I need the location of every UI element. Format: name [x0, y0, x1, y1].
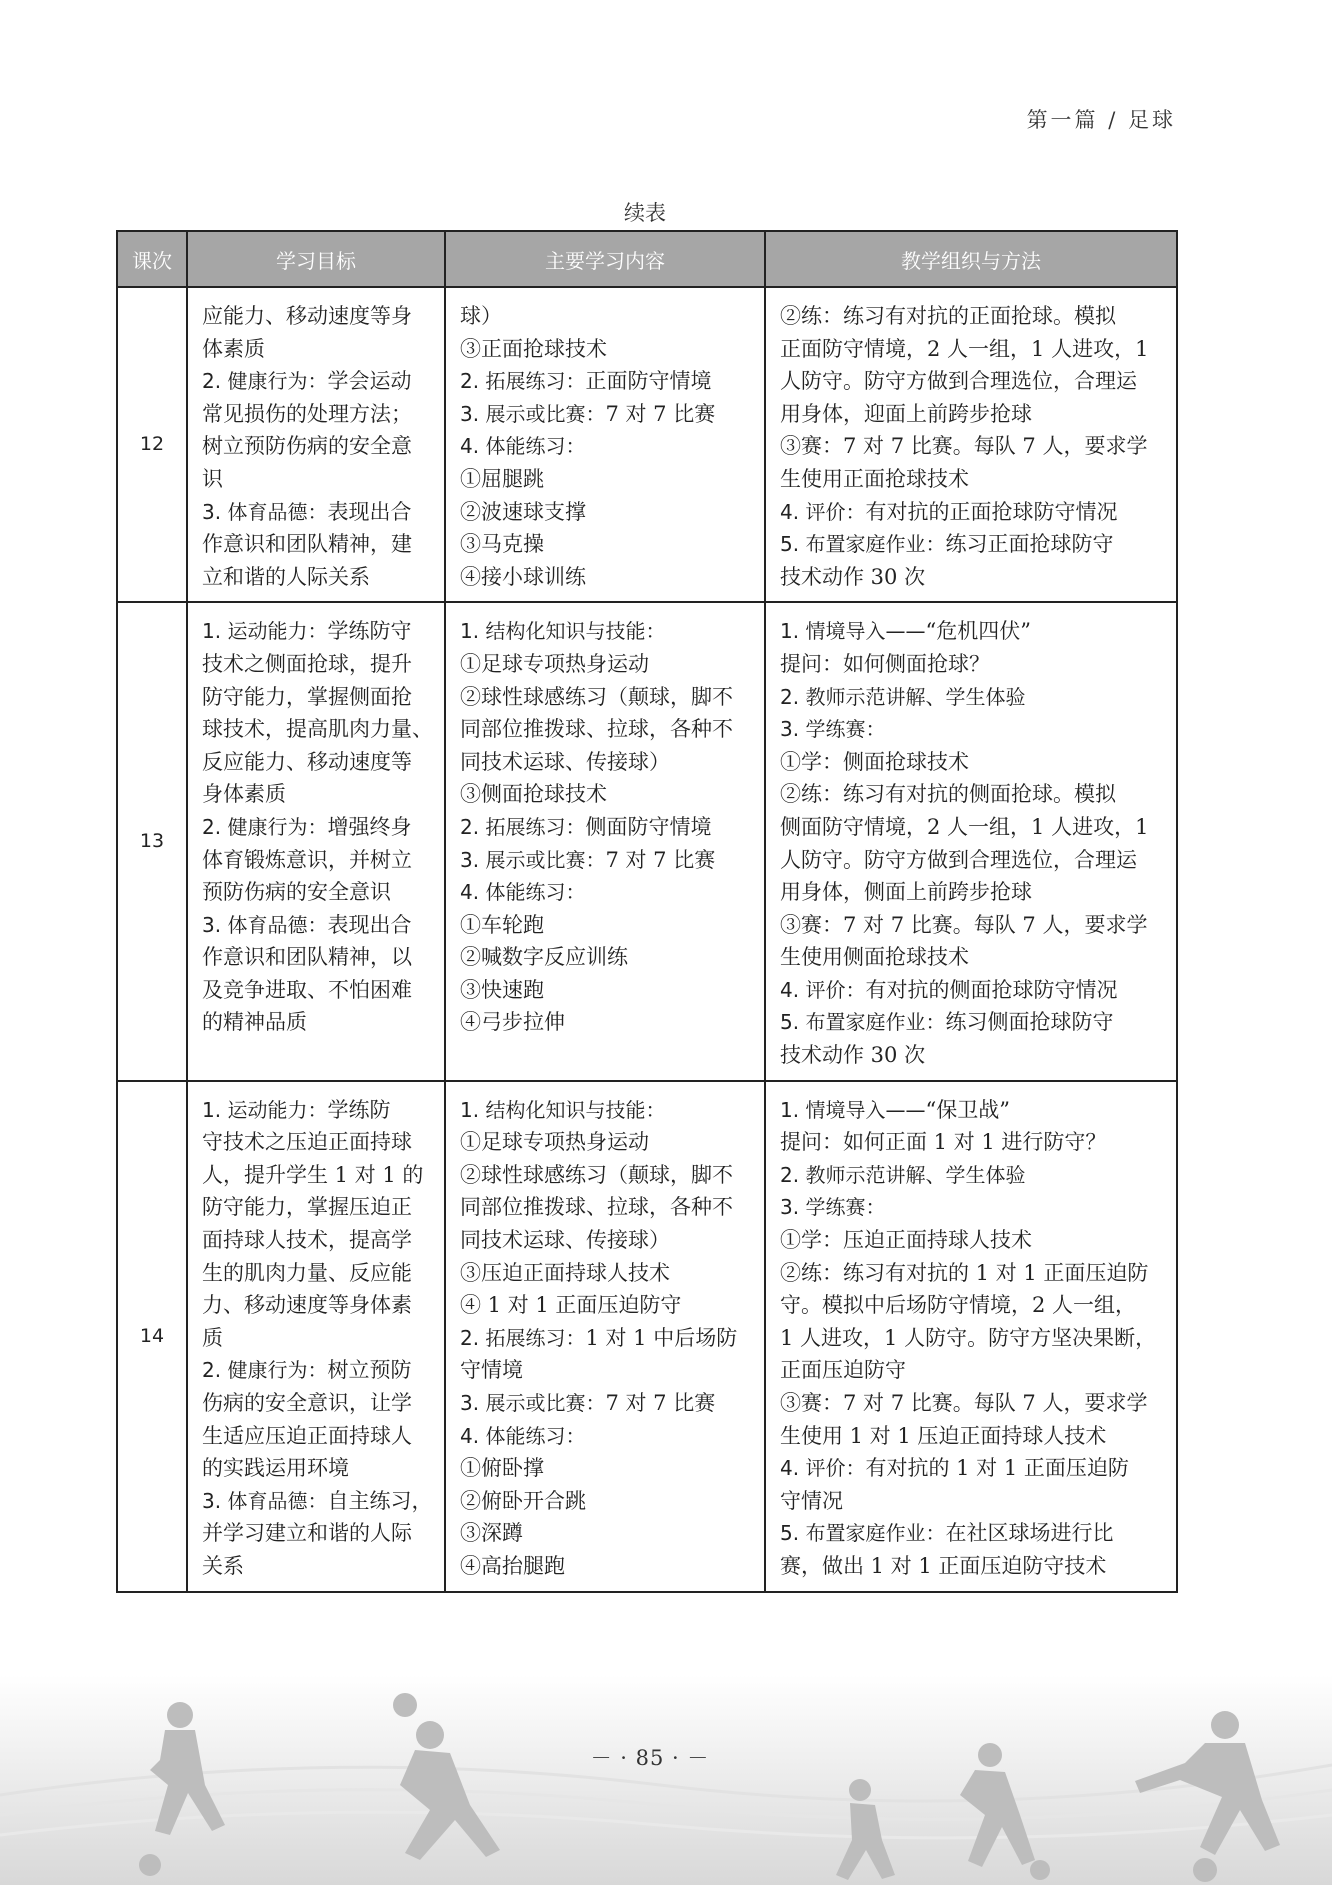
goals-line	[202, 561, 432, 594]
goals-line	[202, 1094, 432, 1127]
content-cell	[445, 602, 765, 1080]
content-line	[460, 463, 752, 496]
methods-line	[780, 1094, 1164, 1127]
goals-line	[202, 1387, 432, 1420]
item-label: 3. 体育品德：	[202, 499, 328, 524]
item-text: ③快速跑	[460, 977, 544, 1002]
item-text: 守情境	[460, 1358, 523, 1383]
goals-line	[202, 1224, 432, 1257]
content-line	[460, 746, 752, 779]
item-text: 质	[202, 1325, 223, 1350]
item-text: 人防守。防守方做到合理选位，合理运	[780, 847, 1137, 872]
item-text: ③侧面抢球技术	[460, 782, 607, 807]
content-line	[460, 974, 752, 1007]
item-text: 人防守。防守方做到合理选位，合理运	[780, 369, 1137, 394]
content-line	[460, 811, 752, 844]
item-text: 守技术之压迫正面持球	[202, 1130, 412, 1155]
content-line	[460, 528, 752, 561]
item-label: 3. 学练赛：	[780, 717, 886, 742]
methods-line	[780, 1485, 1164, 1518]
item-label: 4. 评价：	[780, 1456, 866, 1481]
content-line	[460, 941, 752, 974]
methods-cell	[765, 602, 1177, 1080]
item-text: ③赛：7 对 7 比赛。每队 7 人，要求学	[780, 1391, 1148, 1415]
methods-line	[780, 746, 1164, 779]
content-line	[460, 1550, 752, 1583]
methods-line	[780, 333, 1164, 366]
item-text: 应能力、移动速度等身	[202, 304, 412, 328]
item-label: 5. 布置家庭作业：	[780, 532, 946, 557]
table-caption: 续表	[624, 201, 666, 225]
item-label: 5. 布置家庭作业：	[780, 1521, 946, 1546]
item-text: 正面防守情境，2 人一组，1 人进攻，1	[780, 336, 1149, 361]
methods-cell	[765, 287, 1177, 602]
item-label: 3. 展示或比赛：	[460, 1391, 606, 1415]
goals-line	[202, 1322, 432, 1355]
lesson-number: 14	[117, 1081, 187, 1592]
goals-line	[202, 941, 432, 974]
item-text: 侧面防守情境	[585, 814, 712, 839]
methods-line	[780, 1159, 1164, 1192]
methods-line	[780, 430, 1164, 463]
item-text: 有对抗的 1 对 1 正面压迫防	[865, 1456, 1129, 1481]
item-text: 体育锻炼意识，并树立	[202, 847, 412, 872]
item-text: 及竞争进取、不怕困难	[202, 977, 412, 1002]
methods-line	[780, 1257, 1164, 1290]
item-text: 伤病的安全意识，让学	[202, 1391, 412, 1415]
goals-line	[202, 1289, 432, 1322]
item-text: ②波速球支撑	[460, 499, 586, 524]
content-line	[460, 909, 752, 942]
goals-line	[202, 398, 432, 431]
item-text: ④接小球训练	[460, 564, 586, 589]
goals-line	[202, 876, 432, 909]
item-text: 立和谐的人际关系	[202, 564, 370, 589]
content-line	[460, 365, 752, 398]
item-text: 技术之侧面抢球，提升	[202, 651, 412, 676]
lesson-number: 12	[117, 287, 187, 602]
content-line	[460, 778, 752, 811]
content-line	[460, 1126, 752, 1159]
content-line	[460, 1257, 752, 1290]
methods-line	[780, 876, 1164, 909]
item-text: ④弓步拉伸	[460, 1010, 565, 1035]
methods-line	[780, 561, 1164, 594]
content-line	[460, 713, 752, 746]
item-label: 4. 评价：	[780, 499, 866, 524]
methods-line	[780, 1452, 1164, 1485]
methods-line	[780, 1289, 1164, 1322]
goals-cell	[187, 1081, 445, 1592]
content-line	[460, 1094, 752, 1127]
item-text: 学会运动	[327, 369, 412, 394]
item-text: 防守能力，掌握压迫正	[202, 1195, 412, 1220]
lesson-number: 13	[117, 602, 187, 1080]
item-text: 面持球人技术，提高学	[202, 1228, 412, 1253]
goals-line	[202, 778, 432, 811]
goals-line	[202, 713, 432, 746]
goals-line	[202, 1126, 432, 1159]
methods-line	[780, 1517, 1164, 1550]
goals-line	[202, 496, 432, 529]
item-text: ②练：练习有对抗的侧面抢球。模拟	[780, 782, 1116, 807]
item-text: ②俯卧开合跳	[460, 1488, 586, 1513]
item-text: ③赛：7 对 7 比赛。每队 7 人，要求学	[780, 912, 1148, 937]
content-line	[460, 648, 752, 681]
item-label: 2. 健康行为：	[202, 1358, 328, 1383]
item-text: 的精神品质	[202, 1010, 307, 1035]
goals-cell	[187, 287, 445, 602]
item-label: 2. 健康行为：	[202, 814, 328, 839]
item-text: ④高抬腿跑	[460, 1553, 565, 1578]
item-text: 生使用 1 对 1 压迫正面持球人技术	[780, 1423, 1107, 1448]
methods-line	[780, 300, 1164, 333]
item-text: 1 对 1 中后场防	[585, 1325, 738, 1350]
item-label: 2. 拓展练习：	[460, 1325, 586, 1350]
goals-line	[202, 681, 432, 714]
content-cell	[445, 287, 765, 602]
goals-line	[202, 746, 432, 779]
item-label: 1. 结构化知识与技能：	[460, 619, 666, 644]
methods-line	[780, 398, 1164, 431]
methods-line	[780, 1006, 1164, 1039]
table-header-row	[117, 231, 1177, 287]
item-text: 生的肌肉力量、反应能	[202, 1260, 412, 1285]
col-header-goals: 学习目标	[187, 231, 445, 287]
item-text: 的实践运用环境	[202, 1456, 349, 1481]
item-text: 用身体，侧面上前跨步抢球	[780, 880, 1032, 905]
item-label: 1. 运动能力：	[202, 1097, 328, 1122]
item-text: 作意识和团队精神，以	[202, 945, 412, 970]
item-label: 2. 健康行为：	[202, 369, 328, 394]
item-text: ②练：练习有对抗的正面抢球。模拟	[780, 304, 1116, 328]
goals-line	[202, 1191, 432, 1224]
goals-line	[202, 615, 432, 648]
item-text: ①足球专项热身运动	[460, 651, 649, 676]
goals-line	[202, 648, 432, 681]
item-label: 4. 体能练习：	[460, 434, 586, 459]
table-row	[117, 287, 1177, 602]
methods-line	[780, 463, 1164, 496]
page-number: － · 85 · －	[590, 1746, 710, 1770]
methods-line	[780, 909, 1164, 942]
content-line	[460, 1485, 752, 1518]
col-header-content: 主要学习内容	[445, 231, 765, 287]
content-line	[460, 1420, 752, 1453]
item-text: ③深蹲	[460, 1521, 523, 1546]
item-text: 作意识和团队精神，建	[202, 532, 412, 557]
item-text: 同技术运球、传接球）	[460, 749, 670, 774]
item-text: 提问：如何侧面抢球？	[780, 651, 990, 676]
goals-line	[202, 974, 432, 1007]
item-text: ③压迫正面持球人技术	[460, 1260, 670, 1285]
goals-line	[202, 1485, 432, 1518]
item-text: 1 人进攻，1 人防守。防守方坚决果断，	[780, 1325, 1157, 1350]
item-text: 守。模拟中后场防守情境，2 人一组，	[780, 1293, 1137, 1318]
methods-line	[780, 778, 1164, 811]
item-text: ③正面抢球技术	[460, 336, 607, 361]
goals-cell	[187, 602, 445, 1080]
methods-line	[780, 974, 1164, 1007]
item-text: ②球性球感练习（颠球，脚不	[460, 684, 733, 709]
goals-line	[202, 333, 432, 366]
goals-line	[202, 1517, 432, 1550]
item-text: 球技术，提高肌肉力量、	[202, 717, 433, 742]
item-label: 2. 教师示范讲解、学生体验	[780, 1162, 1026, 1187]
content-line	[460, 1322, 752, 1355]
item-label: 4. 体能练习：	[460, 1423, 586, 1448]
methods-line	[780, 941, 1164, 974]
table-row	[117, 602, 1177, 1080]
item-label: 2. 拓展练习：	[460, 369, 586, 394]
item-text: 反应能力、移动速度等	[202, 749, 412, 774]
content-cell	[445, 1081, 765, 1592]
item-text: ③马克操	[460, 532, 544, 557]
item-text: 有对抗的侧面抢球防守情况	[865, 977, 1118, 1002]
methods-line	[780, 1354, 1164, 1387]
content-line	[460, 844, 752, 877]
content-line	[460, 1289, 752, 1322]
item-label: 5. 布置家庭作业：	[780, 1010, 946, 1035]
content-line	[460, 1452, 752, 1485]
item-label: 3. 学练赛：	[780, 1195, 886, 1220]
table-row	[117, 1081, 1177, 1592]
item-label: 3. 体育品德：	[202, 1488, 328, 1513]
item-text: 自主练习，	[327, 1488, 433, 1513]
item-label: 3. 展示或比赛：	[460, 847, 606, 872]
item-text: 正面防守情境	[585, 369, 712, 394]
item-text: 侧面防守情境，2 人一组，1 人进攻，1	[780, 814, 1149, 839]
item-text: 识	[202, 466, 223, 491]
goals-line	[202, 1452, 432, 1485]
item-label: 1. 情境导入——	[780, 619, 926, 644]
methods-line	[780, 528, 1164, 561]
item-text: 提问：如何正面 1 对 1 进行防守？	[780, 1130, 1107, 1155]
item-text: 学练防	[327, 1097, 391, 1122]
goals-line	[202, 909, 432, 942]
item-text: 有对抗的正面抢球防守情况	[865, 499, 1118, 524]
item-text: ①学：压迫正面持球人技术	[780, 1228, 1032, 1253]
item-text: 人，提升学生 1 对 1 的	[202, 1162, 424, 1187]
goals-line	[202, 365, 432, 398]
methods-line	[780, 365, 1164, 398]
goals-line	[202, 463, 432, 496]
goals-line	[202, 1006, 432, 1039]
content-line	[460, 1517, 752, 1550]
item-text: ②练：练习有对抗的 1 对 1 正面压迫防	[780, 1260, 1149, 1285]
item-text: 练习正面抢球防守	[945, 532, 1114, 557]
item-text: ①俯卧撑	[460, 1456, 544, 1481]
item-label: 1. 情境导入——	[780, 1097, 926, 1122]
goals-line	[202, 1257, 432, 1290]
item-text: ①学：侧面抢球技术	[780, 749, 969, 774]
item-text: 表现出合	[327, 912, 412, 937]
item-label: 3. 体育品德：	[202, 912, 328, 937]
goals-line	[202, 528, 432, 561]
item-text: “保卫战”	[925, 1097, 1010, 1122]
item-text: 力、移动速度等身体素	[202, 1293, 412, 1318]
methods-line	[780, 844, 1164, 877]
item-text: 技术动作 30 次	[780, 564, 926, 589]
goals-line	[202, 844, 432, 877]
item-text: 7 对 7 比赛	[605, 1391, 716, 1415]
col-header-methods: 教学组织与方法	[765, 231, 1177, 287]
item-text: 学练防守	[327, 619, 412, 644]
item-text: ①足球专项热身运动	[460, 1130, 649, 1155]
methods-line	[780, 1224, 1164, 1257]
item-text: 并学习建立和谐的人际	[202, 1521, 412, 1546]
methods-line	[780, 1420, 1164, 1453]
item-text: “危机四伏”	[925, 619, 1031, 644]
content-line	[460, 1191, 752, 1224]
content-line	[460, 1224, 752, 1257]
item-text: 赛，做出 1 对 1 正面压迫防守技术	[780, 1553, 1107, 1578]
methods-line	[780, 648, 1164, 681]
content-line	[460, 1159, 752, 1192]
item-label: 4. 体能练习：	[460, 880, 586, 905]
item-label: 2. 教师示范讲解、学生体验	[780, 684, 1026, 709]
content-line	[460, 398, 752, 431]
item-text: 树立预防	[327, 1358, 412, 1383]
item-text: 预防伤病的安全意识	[202, 880, 391, 905]
content-line	[460, 876, 752, 909]
item-text: 正面压迫防守	[780, 1358, 906, 1383]
item-label: 1. 运动能力：	[202, 619, 328, 644]
goals-line	[202, 1420, 432, 1453]
item-text: 同技术运球、传接球）	[460, 1228, 670, 1253]
item-text: 生适应压迫正面持球人	[202, 1423, 412, 1448]
item-text: 体素质	[202, 336, 265, 361]
methods-cell	[765, 1081, 1177, 1592]
item-text: 身体素质	[202, 782, 286, 807]
item-text: 生使用正面抢球技术	[780, 466, 969, 491]
methods-line	[780, 681, 1164, 714]
content-line	[460, 561, 752, 594]
item-text: 守情况	[780, 1488, 843, 1513]
content-line	[460, 430, 752, 463]
methods-line	[780, 615, 1164, 648]
item-text: 生使用侧面抢球技术	[780, 945, 969, 970]
methods-line	[780, 496, 1164, 529]
methods-line	[780, 1387, 1164, 1420]
item-text: 关系	[202, 1553, 244, 1578]
item-text: 技术动作 30 次	[780, 1043, 926, 1068]
item-text: 用身体，迎面上前跨步抢球	[780, 401, 1032, 426]
item-text: 常见损伤的处理方法；	[202, 401, 412, 426]
methods-line	[780, 713, 1164, 746]
item-text: ④ 1 对 1 正面压迫防守	[460, 1293, 682, 1318]
item-text: 同部位推拨球、拉球，各种不	[460, 1195, 733, 1220]
item-text: 练习侧面抢球防守	[945, 1010, 1114, 1035]
content-line	[460, 615, 752, 648]
content-line	[460, 681, 752, 714]
item-label: 2. 拓展练习：	[460, 814, 586, 839]
item-label: 4. 评价：	[780, 977, 866, 1002]
content-line	[460, 1006, 752, 1039]
item-text: 树立预防伤病的安全意	[202, 434, 412, 459]
item-text: 增强终身	[327, 814, 412, 839]
content-line	[460, 300, 752, 333]
goals-line	[202, 1550, 432, 1583]
item-label: 3. 展示或比赛：	[460, 401, 606, 426]
item-text: 7 对 7 比赛	[605, 847, 716, 872]
goals-line	[202, 300, 432, 333]
methods-line	[780, 1191, 1164, 1224]
running-header: 第一篇 / 足球	[1026, 108, 1176, 132]
content-line	[460, 333, 752, 366]
methods-line	[780, 1039, 1164, 1072]
col-header-lesson: 课次	[117, 231, 187, 287]
item-text: ②喊数字反应训练	[460, 945, 628, 970]
content-line	[460, 1354, 752, 1387]
footer-soccer-silhouettes	[0, 1675, 1332, 1885]
item-text: 球）	[460, 304, 502, 328]
item-text: ①车轮跑	[460, 912, 544, 937]
methods-line	[780, 1550, 1164, 1583]
item-text: ①屈腿跳	[460, 466, 544, 491]
content-line	[460, 496, 752, 529]
goals-line	[202, 1354, 432, 1387]
methods-line	[780, 811, 1164, 844]
item-text: 7 对 7 比赛	[605, 401, 716, 426]
item-text: 表现出合	[327, 499, 412, 524]
item-text: ②球性球感练习（颠球，脚不	[460, 1162, 733, 1187]
item-text: 在社区球场进行比	[945, 1521, 1114, 1546]
item-text: 防守能力，掌握侧面抢	[202, 684, 412, 709]
item-text: 同部位推拨球、拉球，各种不	[460, 717, 733, 742]
methods-line	[780, 1322, 1164, 1355]
goals-line	[202, 430, 432, 463]
item-label: 1. 结构化知识与技能：	[460, 1097, 666, 1122]
goals-line	[202, 1159, 432, 1192]
item-text: ③赛：7 对 7 比赛。每队 7 人，要求学	[780, 434, 1148, 459]
content-line	[460, 1387, 752, 1420]
methods-line	[780, 1126, 1164, 1159]
lesson-plan-table	[116, 230, 1178, 1593]
goals-line	[202, 811, 432, 844]
